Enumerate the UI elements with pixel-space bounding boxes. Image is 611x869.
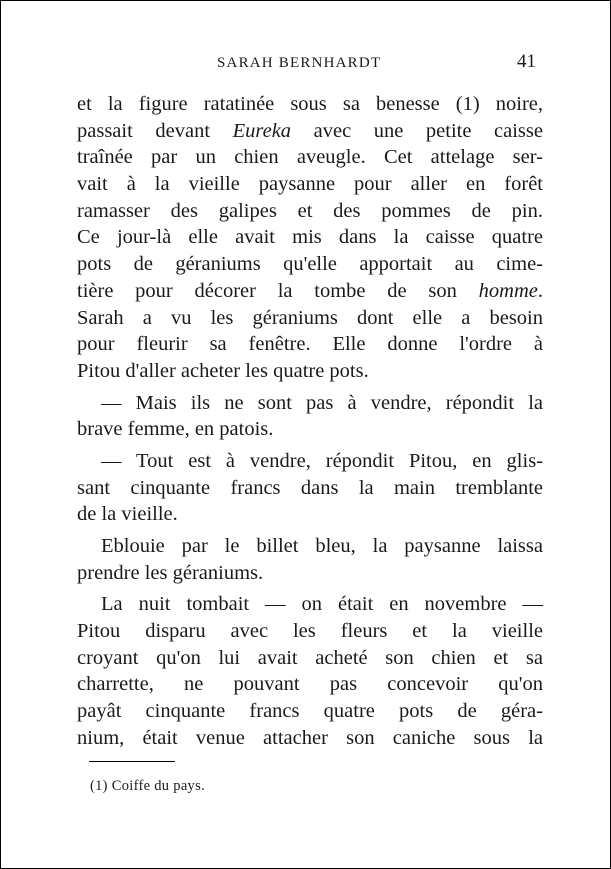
running-head: SARAH BERNHARDT bbox=[217, 55, 382, 71]
text-line: Sarah a vu les géraniums dont elle a besoin bbox=[77, 306, 543, 329]
text-line: Pitou disparu avec les fleurs et la vieille bbox=[77, 620, 543, 643]
text-line: brave femme, en patois. bbox=[77, 418, 274, 441]
text-line: Eblouie par le billet bleu, la paysanne laissa bbox=[101, 535, 543, 557]
text-line: Pitou d'aller acheter les quatre pots. bbox=[77, 359, 369, 382]
text-line: — Mais ils ne sont pas à vendre, répondit la bbox=[101, 391, 543, 414]
text-line: pots de géraniums qu'elle apportait au cime- bbox=[77, 253, 543, 276]
text-line: payât cinquante francs quatre pots de géra- bbox=[77, 700, 543, 723]
text-line: de la vieille. bbox=[77, 503, 178, 526]
body-text bbox=[77, 91, 543, 752]
text-line: — Tout est à vendre, répondit Pitou, en glis- bbox=[101, 449, 543, 472]
text-line: tière pour décorer la tombe de son homme. bbox=[77, 279, 543, 302]
text-line: ramasser des galipes et des pommes de pin. bbox=[77, 199, 543, 222]
text-line: traînée par un chien aveugle. Cet attelage ser- bbox=[77, 146, 543, 169]
footnote-divider bbox=[89, 761, 175, 762]
text-line: sant cinquante francs dans la main tremblante bbox=[77, 476, 543, 499]
text-line: La nuit tombait — on était en novembre — bbox=[101, 593, 543, 616]
text-line: pour fleurir sa fenêtre. Elle donne l'ordre à bbox=[77, 333, 543, 356]
text-line: prendre les géraniums. bbox=[77, 561, 264, 584]
text-line: nium, était venue attacher son caniche sous la bbox=[77, 726, 543, 749]
text-line: passait devant Eureka avec une petite caisse bbox=[77, 119, 543, 142]
page-header bbox=[1, 51, 611, 75]
text-line: vait à la vieille paysanne pour aller en forêt bbox=[77, 173, 543, 196]
text-line: charrette, ne pouvant pas concevoir qu'on bbox=[77, 673, 543, 696]
text-line: croyant qu'on lui avait acheté son chien et sa bbox=[77, 646, 543, 669]
page-number: 41 bbox=[517, 51, 536, 72]
footnote: (1) Coiffe du pays. bbox=[90, 778, 205, 794]
text-line: et la figure ratatinée sous sa benesse (1) noire, bbox=[77, 93, 543, 115]
text-line: Ce jour-là elle avait mis dans la caisse quatre bbox=[77, 226, 543, 249]
